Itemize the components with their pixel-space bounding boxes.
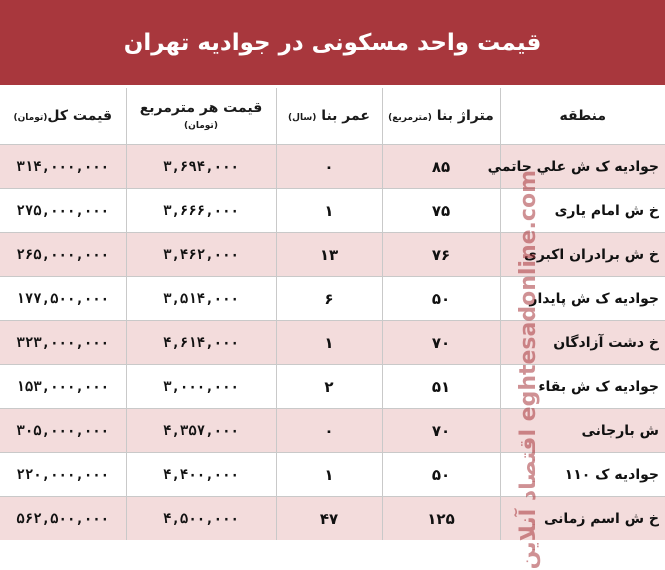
table-row bbox=[0, 321, 665, 365]
header-area: متراژ بنا (مترمربع) bbox=[382, 88, 500, 145]
cell-price-per-meter: ۴,۵۰۰,۰۰۰ bbox=[126, 497, 276, 541]
cell-area: ۵۰ bbox=[382, 453, 500, 497]
cell-area: ۷۰ bbox=[382, 409, 500, 453]
cell-area: ۷۵ bbox=[382, 189, 500, 233]
table-header-row bbox=[0, 88, 665, 145]
header-price-per-meter: قیمت هر مترمربع (تومان) bbox=[126, 88, 276, 145]
cell-age: ۱ bbox=[276, 189, 382, 233]
cell-price-per-meter: ۴,۴۰۰,۰۰۰ bbox=[126, 453, 276, 497]
cell-region: جوادیه ک ش پایدار bbox=[500, 277, 665, 321]
cell-region: ش بارجانی bbox=[500, 409, 665, 453]
cell-price-per-meter: ۳,۶۹۴,۰۰۰ bbox=[126, 145, 276, 189]
cell-region: خ دشت آزادگان bbox=[500, 321, 665, 365]
cell-total-price: ۲۷۵,۰۰۰,۰۰۰ bbox=[0, 189, 126, 233]
cell-region: خ ش اسم زمانی bbox=[500, 497, 665, 541]
cell-area: ۷۰ bbox=[382, 321, 500, 365]
header-total-price: قیمت کل(تومان) bbox=[0, 88, 126, 145]
cell-total-price: ۳۱۴,۰۰۰,۰۰۰ bbox=[0, 145, 126, 189]
cell-price-per-meter: ۴,۳۵۷,۰۰۰ bbox=[126, 409, 276, 453]
cell-area: ۵۱ bbox=[382, 365, 500, 409]
table-row bbox=[0, 365, 665, 409]
cell-region: جوادیه ک ش علي حاتمي bbox=[500, 145, 665, 189]
cell-area: ۱۲۵ bbox=[382, 497, 500, 541]
cell-total-price: ۲۶۵,۰۰۰,۰۰۰ bbox=[0, 233, 126, 277]
cell-area: ۷۶ bbox=[382, 233, 500, 277]
cell-region: جوادیه ک ۱۱۰ bbox=[500, 453, 665, 497]
cell-price-per-meter: ۴,۶۱۴,۰۰۰ bbox=[126, 321, 276, 365]
table-row bbox=[0, 145, 665, 189]
table-row bbox=[0, 233, 665, 277]
cell-age: ۱ bbox=[276, 453, 382, 497]
table-row bbox=[0, 277, 665, 321]
table-row bbox=[0, 189, 665, 233]
cell-area: ۵۰ bbox=[382, 277, 500, 321]
cell-age: ۴۷ bbox=[276, 497, 382, 541]
cell-age: ۱۳ bbox=[276, 233, 382, 277]
cell-price-per-meter: ۳,۴۶۲,۰۰۰ bbox=[126, 233, 276, 277]
cell-total-price: ۳۰۵,۰۰۰,۰۰۰ bbox=[0, 409, 126, 453]
cell-age: ۰ bbox=[276, 409, 382, 453]
cell-total-price: ۲۲۰,۰۰۰,۰۰۰ bbox=[0, 453, 126, 497]
table-row bbox=[0, 409, 665, 453]
cell-total-price: ۵۶۲,۵۰۰,۰۰۰ bbox=[0, 497, 126, 541]
cell-price-per-meter: ۳,۶۶۶,۰۰۰ bbox=[126, 189, 276, 233]
cell-total-price: ۱۵۳,۰۰۰,۰۰۰ bbox=[0, 365, 126, 409]
cell-area: ۸۵ bbox=[382, 145, 500, 189]
cell-age: ۱ bbox=[276, 321, 382, 365]
header-age: عمر بنا (سال) bbox=[276, 88, 382, 145]
cell-price-per-meter: ۳,۵۱۴,۰۰۰ bbox=[126, 277, 276, 321]
table-row bbox=[0, 453, 665, 497]
cell-age: ۰ bbox=[276, 145, 382, 189]
cell-price-per-meter: ۳,۰۰۰,۰۰۰ bbox=[126, 365, 276, 409]
cell-total-price: ۳۲۳,۰۰۰,۰۰۰ bbox=[0, 321, 126, 365]
watermark: اقتصاد آنلاین eghtesadonline.com bbox=[515, 170, 541, 570]
table-row bbox=[0, 497, 665, 541]
header-region: منطقه bbox=[500, 88, 665, 145]
cell-region: خ ش برادران اکبری bbox=[500, 233, 665, 277]
page-title: قیمت واحد مسکونی در جوادیه تهران bbox=[123, 29, 542, 56]
cell-age: ۲ bbox=[276, 365, 382, 409]
title-bar bbox=[0, 0, 665, 85]
cell-region: خ ش امام یاری bbox=[500, 189, 665, 233]
price-table bbox=[0, 88, 665, 570]
cell-region: جوادیه ک ش بقاء bbox=[500, 365, 665, 409]
cell-age: ۶ bbox=[276, 277, 382, 321]
cell-total-price: ۱۷۷,۵۰۰,۰۰۰ bbox=[0, 277, 126, 321]
